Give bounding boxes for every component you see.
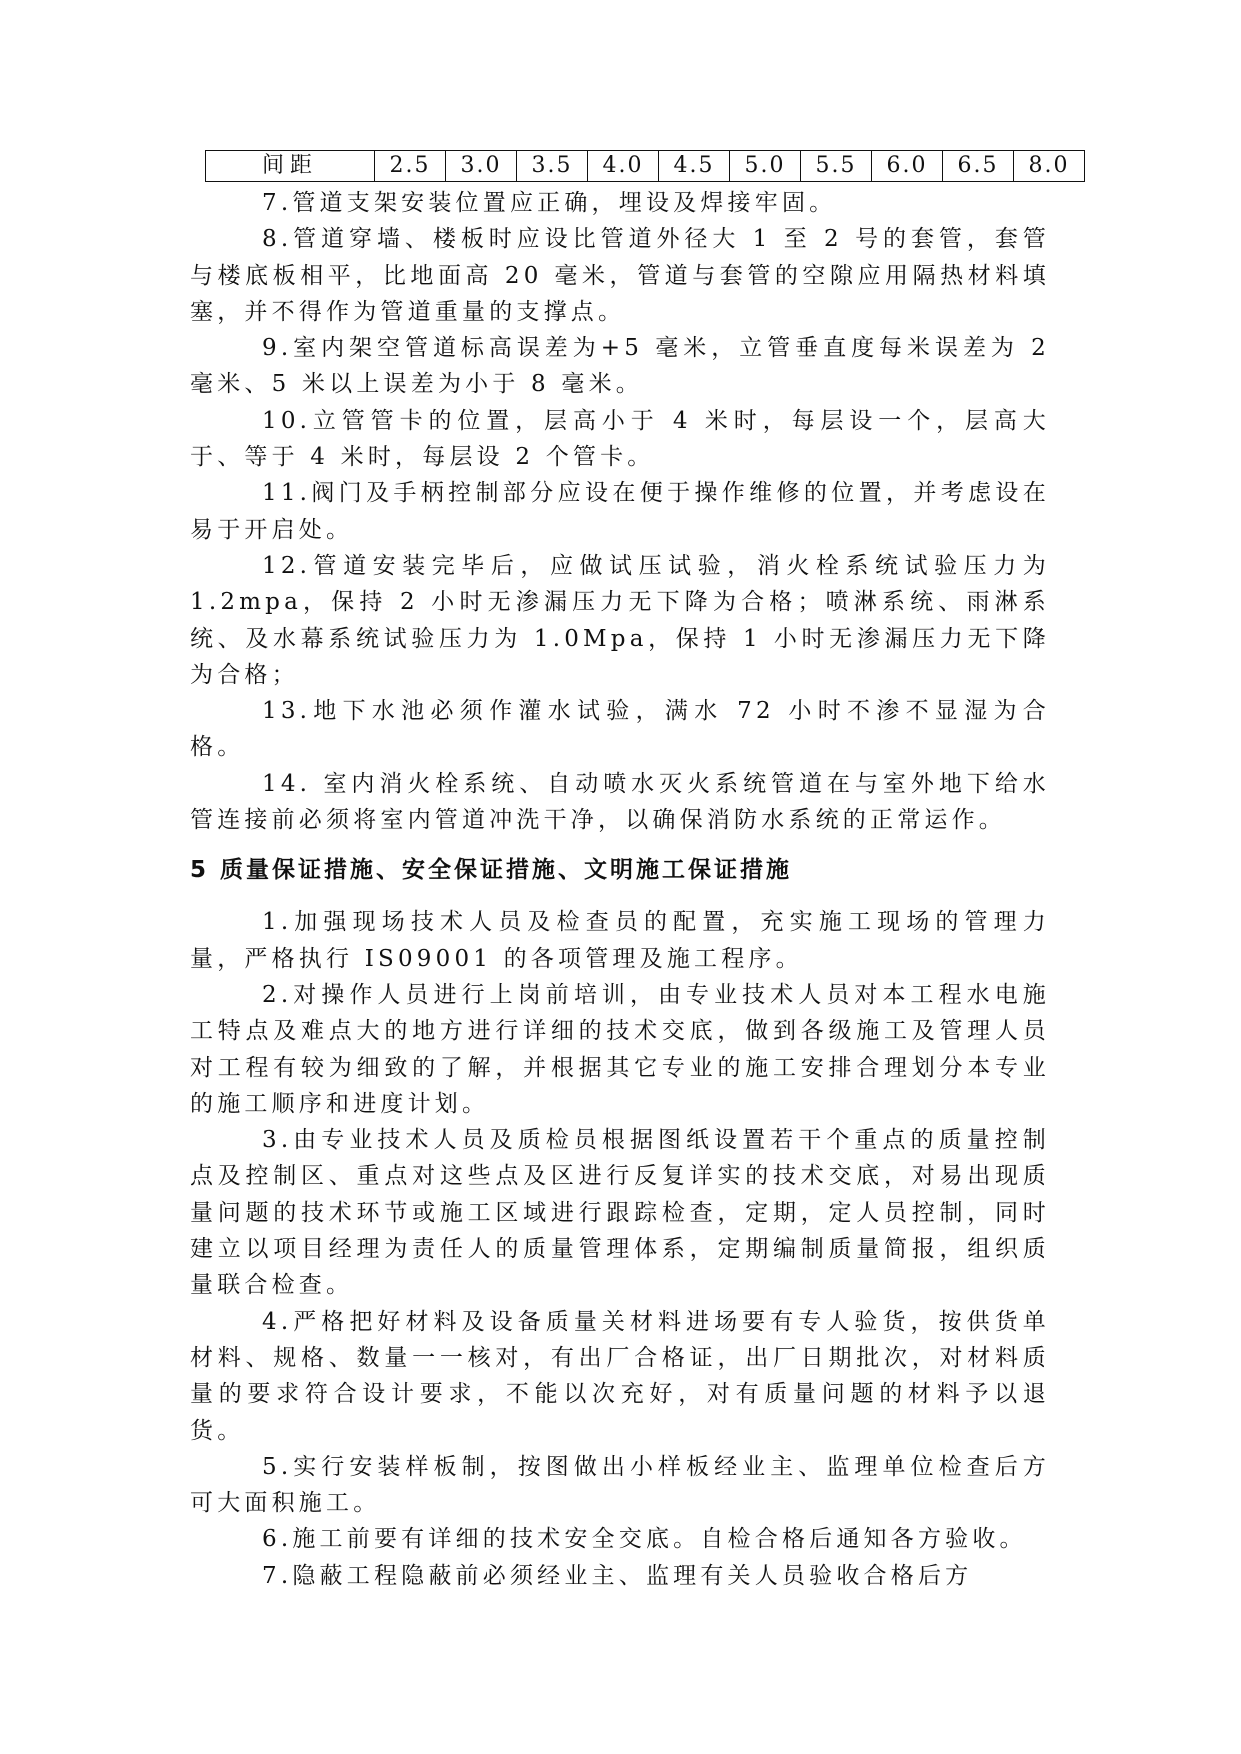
paragraph: 6.施工前要有详细的技术安全交底。自检合格后通知各方验收。 [262, 1526, 1027, 1553]
pipe-spacing-table [205, 150, 1085, 182]
paragraph: 7.管道支架安装位置应正确，埋设及焊接牢固。 [262, 190, 837, 216]
paragraph: 11.阀门及手柄控制部分应设在便于操作维修的位置，并考虑设在易于开启处。 [190, 480, 1050, 543]
table-cell: 6.0 [872, 151, 943, 182]
table-cell: 2.5 [375, 151, 446, 182]
paragraph: 3.由专业技术人员及质检员根据图纸设置若干个重点的质量控制点及控制区、重点对这些点及区进行反复详实的技术交底，对易出现质量问题的技术环节或施工区域进行跟踪检查，定期，定人员控制，同时建立以项目经理为责任人的质量管理体系，定期编制质量简报，组织质量联合检查。 [190, 1127, 1050, 1299]
paragraph: 9.室内架空管道标高误差为+5 毫米，立管垂直度每米误差为 2 毫米、5 米以上误差为小于 8 毫米。 [190, 335, 1050, 398]
table-row [206, 151, 1085, 182]
paragraph: 2.对操作人员进行上岗前培训，由专业技术人员对本工程水电施工特点及难点大的地方进行详细的技术交底，做到各级施工及管理人员对工程有较为细致的了解，并根据其它专业的施工安排合理划分本专业的施工顺序和进度计划。 [190, 981, 1050, 1117]
table-cell: 5.0 [730, 151, 801, 182]
paragraph: 7.隐蔽工程隐蔽前必须经业主、监理有关人员验收合格后方 [262, 1562, 973, 1589]
paragraph: 8.管道穿墙、楼板时应设比管道外径大 1 至 2 号的套管，套管与楼底板相平，比地面高 20 毫米，管道与套管的空隙应用隔热材料填塞，并不得作为管道重量的支撑点。 [190, 226, 1050, 325]
table-cell: 5.5 [801, 151, 872, 182]
table-cell: 6.5 [943, 151, 1014, 182]
paragraph: 10.立管管卡的位置，层高小于 4 米时，每层设一个，层高大于、等于 4 米时，每层设 2 个管卡。 [190, 407, 1050, 471]
table-cell: 8.0 [1014, 151, 1085, 182]
paragraph: 13.地下水池必须作灌水试验，满水 72 小时不渗不显湿为合格。 [190, 698, 1050, 761]
paragraph: 4.严格把好材料及设备质量关材料进场要有专人验货，按供货单材料、规格、数量一一核对，有出厂合格证，出厂日期批次，对材料质量的要求符合设计要求，不能以次充好，对有质量问题的材料予以退货。 [190, 1308, 1050, 1444]
document-body [190, 185, 1050, 1594]
paragraph: 14. 室内消火栓系统、自动喷水灭火系统管道在与室外地下给水管连接前必须将室内管道冲洗干净，以确保消防水系统的正常运作。 [190, 770, 1050, 834]
table-cell: 4.5 [659, 151, 730, 182]
paragraph: 1.加强现场技术人员及检查员的配置，充实施工现场的管理力量，严格执行 IS09001 的各项管理及施工程序。 [190, 909, 1050, 972]
table-cell: 4.0 [588, 151, 659, 182]
paragraph: 12.管道安装完毕后，应做试压试验，消火栓系统试验压力为 1.2mpa，保持 2 小时无渗漏压力无下降为合格；喷淋系统、雨淋系统、及水幕系统试验压力为 1.0Mpa，保持 1 小时无渗漏压力无下降为合格； [190, 552, 1050, 688]
table-cell: 3.5 [517, 151, 588, 182]
table-cell: 3.0 [446, 151, 517, 182]
paragraph: 5.实行安装样板制，按图做出小样板经业主、监理单位检查后方可大面积施工。 [190, 1453, 1050, 1517]
pipe-installation-requirements [190, 185, 1050, 838]
table-row-label: 间距 [206, 151, 375, 182]
section-heading: 5 质量保证措施、安全保证措施、文明施工保证措施 [190, 857, 793, 884]
quality-safety-measures [190, 904, 1050, 1594]
